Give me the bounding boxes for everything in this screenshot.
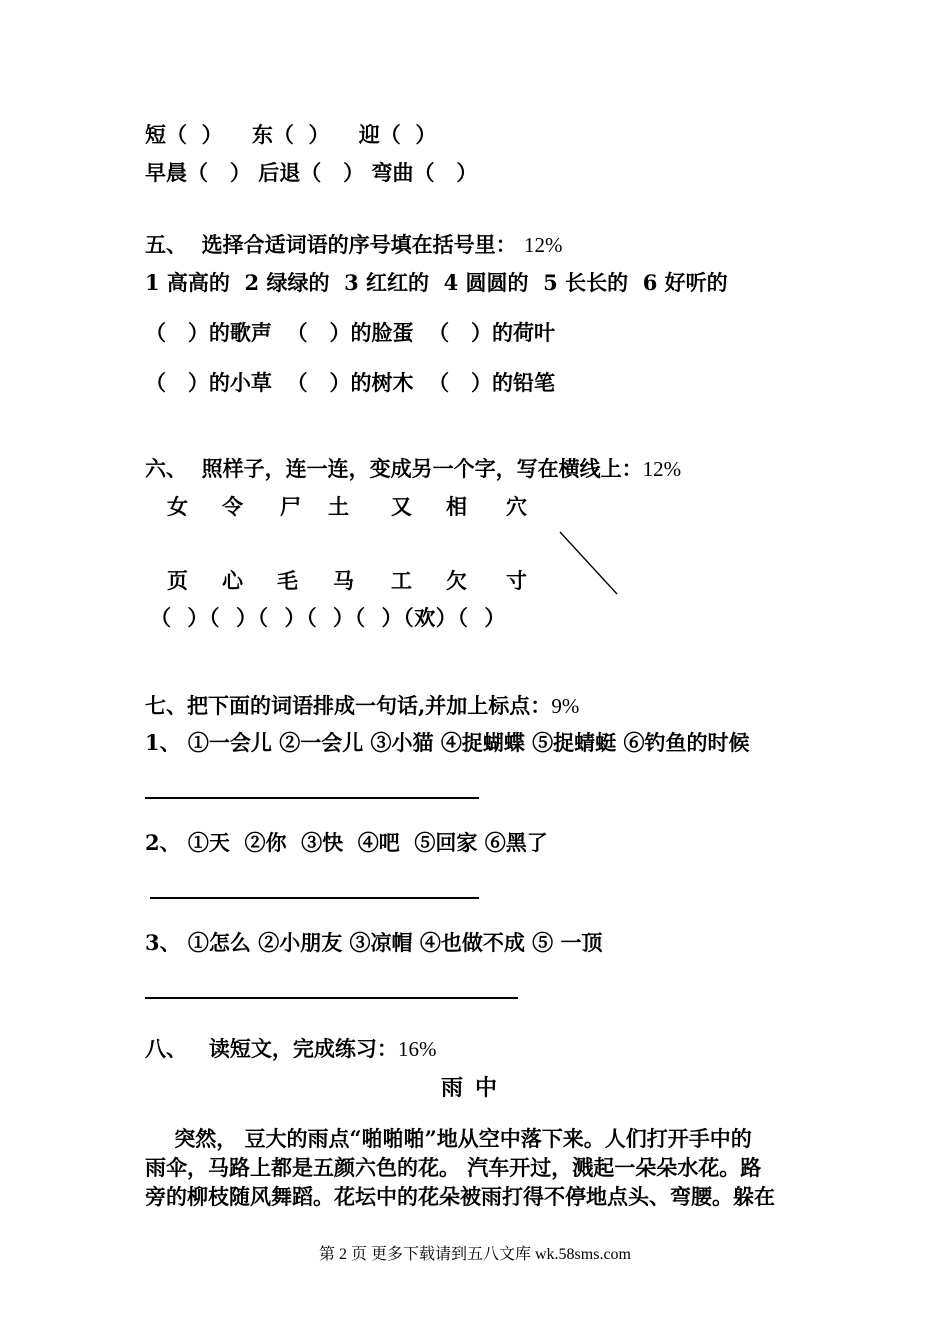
section-6-answer-parens: （ ）（ ）（ ）（ ）（ ）（欢）（ ） (150, 605, 506, 630)
bottom-char-5: 工 (391, 568, 412, 593)
answer-line-2 (150, 897, 479, 899)
passage-line-2: 雨伞，马路上都是五颜六色的花。 汽车开过，溅起一朵朵水花。路 (145, 1155, 762, 1180)
top-char-7: 穴 (506, 494, 527, 519)
passage-title: 雨中 (440, 1075, 509, 1101)
question-1-words: 1、 ①一会儿 ②一会儿 ③小猫 ④捉蝴蝶 ⑤捉蜻蜓 ⑥钓鱼的时候 (145, 730, 750, 755)
top-char-6: 相 (446, 494, 467, 519)
example-connect-line (555, 528, 625, 598)
bottom-char-3: 毛 (277, 568, 298, 593)
top-char-4: 土 (328, 494, 349, 519)
answer-line-1 (145, 797, 479, 799)
section-7-heading: 七、把下面的词语排成一句话,并加上标点：9% (145, 693, 580, 718)
top-char-3: 尸 (280, 494, 301, 519)
section-5-word-options: 1 高高的 2 绿绿的 3 红红的 4 圆圆的 5 长长的 6 好听的 (145, 270, 728, 295)
bottom-char-7: 寸 (506, 568, 527, 593)
passage-line-3: 旁的柳枝随风舞蹈。花坛中的花朵被雨打得不停地点头、弯腰。躲在 (145, 1184, 775, 1209)
bottom-char-6: 欠 (446, 568, 467, 593)
answer-line-3 (145, 997, 518, 999)
bottom-char-2: 心 (222, 568, 243, 593)
page-footer: 第 2 页 更多下载请到五八文库 wk.58sms.com (318, 1246, 631, 1263)
section-5-blank-row-2: （ ）的小草 （ ）的树木 （ ）的铅笔 (145, 370, 556, 395)
section-6-heading: 六、 照样子，连一连，变成另一个字，写在横线上：12% (145, 456, 682, 481)
top-char-5: 又 (391, 494, 412, 519)
passage-line-1: 突然， 豆大的雨点“啪啪啪”地从空中落下来。人们打开手中的 (145, 1126, 752, 1151)
top-char-1: 女 (167, 494, 188, 519)
bottom-char-4: 马 (333, 568, 354, 593)
top-char-2: 令 (222, 494, 243, 519)
opposite-words-row-2: 早晨（ ） 后退（ ） 弯曲（ ） (145, 160, 478, 185)
question-3-words: 3、 ①怎么 ②小朋友 ③凉帽 ④也做不成 ⑤ 一顶 (145, 930, 603, 955)
bottom-char-1: 页 (167, 568, 188, 593)
section-8-heading: 八、 读短文，完成练习：16% (145, 1036, 437, 1061)
section-5-blank-row-1: （ ）的歌声 （ ）的脸蛋 （ ）的荷叶 (145, 320, 556, 345)
opposite-words-row-1: 短（ ） 东（ ） 迎（ ） (145, 122, 437, 147)
question-2-words: 2、 ①天 ②你 ③快 ④吧 ⑤回家 ⑥黑了 (145, 830, 548, 855)
section-5-heading: 五、 选择合适词语的序号填在括号里： 12% (145, 232, 563, 257)
passage-text (145, 1124, 820, 1211)
